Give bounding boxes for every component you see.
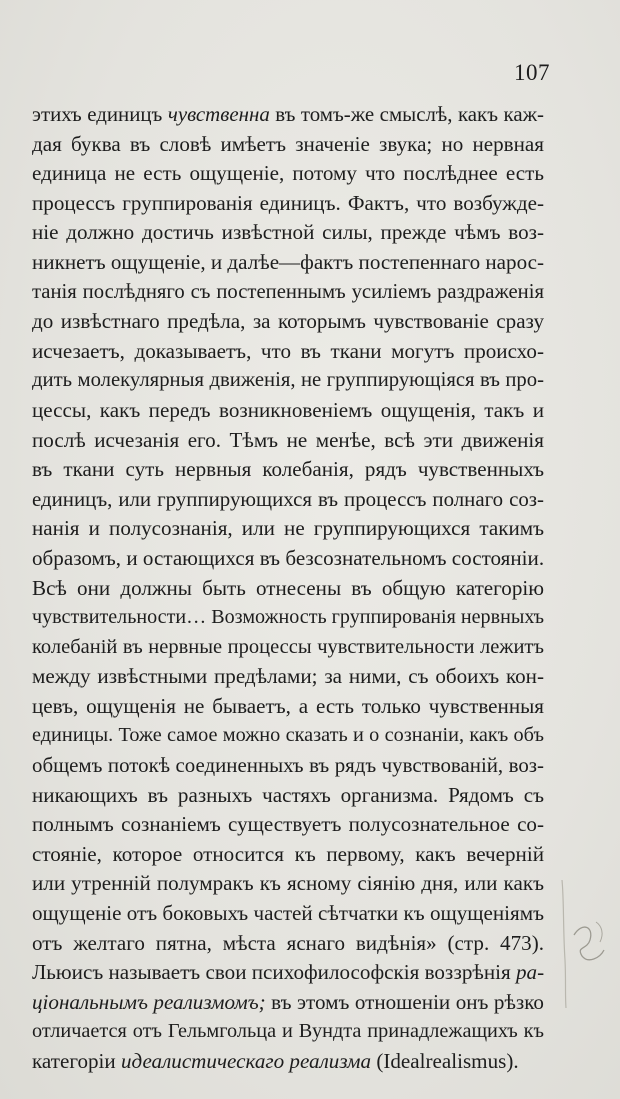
text-line: [32, 869, 544, 899]
text-line: [32, 396, 544, 426]
body-text: [32, 100, 544, 1077]
text-segment: или утренній полумракъ къ ясному сіянію дня, или какъ: [32, 871, 544, 896]
text-line: [32, 988, 544, 1018]
text-segment: ніе должно достичь извѣстной силы, прежде чѣмъ воз-: [32, 220, 544, 245]
text-segment: въ ткани суть нервныя колебанія, рядъ чувственныхъ: [32, 457, 544, 482]
text-segment: Льюисъ называетъ свои психофилософскія воззрѣнія: [32, 960, 516, 985]
text-line: [32, 958, 544, 988]
text-line: [32, 100, 544, 130]
text-segment: въ томъ-же смыслѣ, какъ каж-: [269, 102, 544, 126]
text-segment: никающихъ въ разныхъ частяхъ организма. Рядомъ съ: [32, 782, 544, 807]
text-segment: Всѣ они должны быть отнесены въ общую категорію: [32, 575, 544, 600]
text-segment: никнетъ ощущеніе, и далѣе—фактъ постепеннаго нарос-: [32, 249, 545, 274]
text-segment: ощущеніе отъ боковыхъ частей сѣтчатки къ ощущеніямъ: [32, 901, 544, 926]
text-segment: дая буква въ словѣ имѣетъ значеніе звука; но нервная: [32, 131, 544, 156]
text-line: [32, 899, 544, 929]
text-segment: цессы, какъ передъ возникновеніемъ ощущенія, такъ и: [32, 397, 544, 422]
text-segment: категоріи: [32, 1049, 121, 1073]
text-segment: цевъ, ощущенія не бываетъ, а есть только чувственныя: [32, 693, 544, 718]
text-segment: общемъ потокѣ соединенныхъ въ рядъ чувствованій, воз-: [32, 753, 544, 778]
text-line: [32, 544, 544, 574]
text-segment: послѣ исчезанія его. Тѣмъ не менѣе, всѣ эти движенія: [32, 427, 544, 452]
text-segment: дить молекулярныя движенія, не группирующіяся въ про-: [32, 369, 544, 392]
text-segment: отличается отъ Гельмгольца и Вундта принадлежащихъ къ: [32, 1020, 544, 1043]
text-line: [32, 218, 544, 248]
text-segment: единицъ, или группирующихся въ процессъ полнаго соз-: [32, 486, 544, 511]
text-segment: единицы. Тоже самое можно сказать и о сознаніи, какъ объ: [32, 724, 544, 747]
text-segment: чувствительности… Возможность группированія нервныхъ: [32, 606, 544, 629]
text-line: [32, 366, 544, 396]
page-number: 107: [514, 60, 550, 85]
text-line: [32, 721, 544, 751]
text-line: [32, 278, 544, 308]
italic-text: ціональнымъ реализмомъ;: [32, 989, 266, 1014]
text-segment: образомъ, и остающихся въ безсознательномъ состояніи.: [32, 545, 545, 570]
italic-text: идеалистическаго реализма: [120, 1049, 372, 1073]
text-segment: этихъ единицъ: [32, 102, 168, 126]
text-line: [32, 159, 544, 189]
text-line: [32, 751, 544, 781]
text-segment: единица не есть ощущеніе, потому что послѣднее есть: [32, 161, 544, 186]
text-line: [32, 929, 544, 959]
text-line: [32, 337, 544, 367]
text-segment: полнымъ сознаніемъ существуетъ полусознательное со-: [32, 812, 544, 837]
text-segment: (Idealrealismus).: [371, 1049, 519, 1073]
text-segment: до извѣстнаго предѣла, за которымъ чувствованіе сразу: [32, 309, 544, 334]
text-line: [32, 1017, 544, 1047]
text-segment: отъ желтаго пятна, мѣста яснаго видѣнія» (стр. 473).: [32, 930, 544, 955]
text-line: [32, 840, 544, 870]
italic-text: ра-: [515, 960, 545, 985]
text-segment: между извѣстными предѣлами; за ними, съ обоихъ кон-: [32, 664, 544, 689]
text-segment: нанія и полусознанія, или не группирующихся такимъ: [32, 516, 544, 541]
text-segment: процессъ группированія единицъ. Фактъ, что возбужде-: [32, 190, 544, 215]
text-line: [32, 810, 544, 840]
text-segment: стояніе, которое относится къ первому, какъ вечерній: [32, 841, 544, 866]
text-line: [32, 692, 544, 722]
text-segment: танія послѣдняго съ постепеннымъ усиліемъ раздраженія: [32, 280, 544, 303]
text-line: [32, 130, 544, 160]
text-line: [32, 485, 544, 515]
text-line: [32, 781, 544, 811]
text-line: [32, 574, 544, 604]
text-segment: колебаній въ нервные процессы чувствительности лежитъ: [32, 635, 544, 658]
text-line: [32, 307, 544, 337]
text-segment: въ этомъ отношеніи онъ рѣзко: [265, 989, 544, 1014]
text-line: [32, 514, 544, 544]
text-line: [32, 248, 544, 278]
text-line: [32, 189, 544, 219]
text-line: [32, 603, 544, 633]
text-line: [32, 426, 544, 456]
text-line: [32, 662, 544, 692]
text-line: [32, 455, 544, 485]
text-segment: исчезаетъ, доказываетъ, что въ ткани могутъ происхо-: [32, 338, 544, 363]
pencil-margin-mark: [560, 860, 620, 1010]
text-line: [32, 1047, 544, 1077]
text-line: [32, 633, 544, 663]
italic-text: чувственна: [167, 102, 270, 126]
